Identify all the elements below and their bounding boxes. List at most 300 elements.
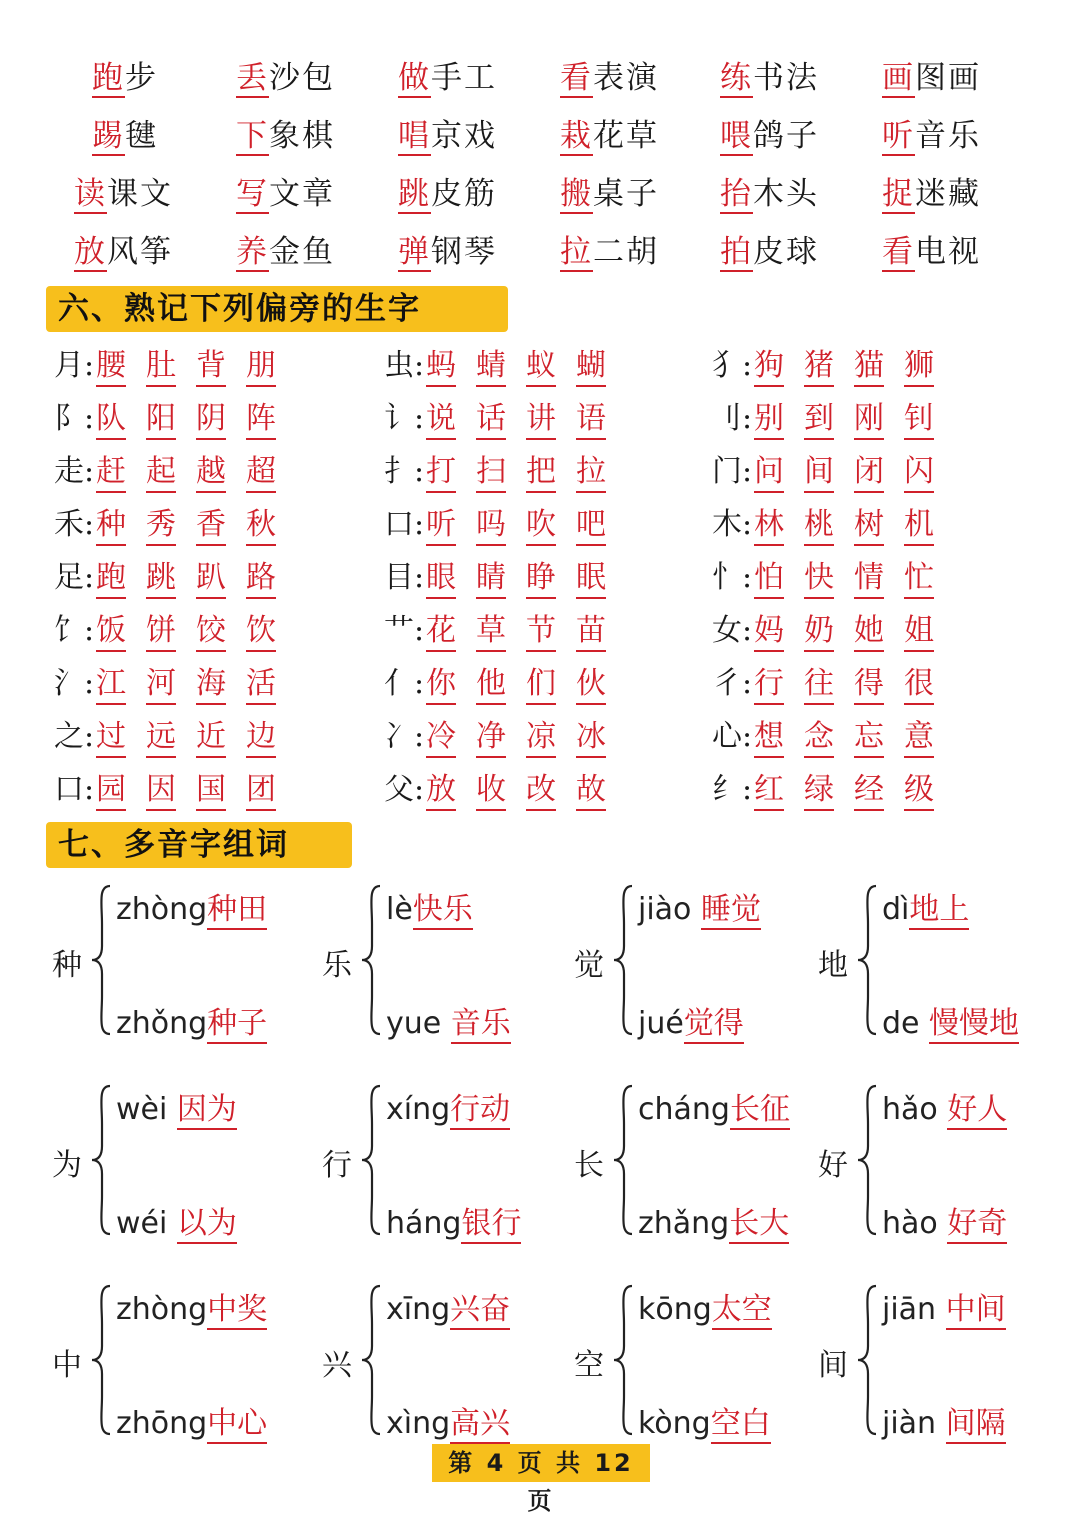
phrase-verb: 看 bbox=[882, 234, 915, 270]
polyphone-group bbox=[322, 880, 582, 1040]
phrase-object: 皮筋 bbox=[431, 176, 497, 212]
radical-char: 河 bbox=[146, 658, 176, 705]
example-word: 行动 bbox=[450, 1092, 510, 1130]
radical-row bbox=[0, 552, 1080, 605]
radical-label: 之 bbox=[54, 719, 84, 754]
polyphone-group bbox=[52, 1280, 312, 1440]
pinyin: de bbox=[882, 1006, 930, 1041]
phrase-object: 迷藏 bbox=[915, 176, 981, 212]
phrase-item bbox=[882, 168, 981, 213]
phrase-item bbox=[74, 168, 173, 213]
example-word: 音乐 bbox=[451, 1006, 511, 1044]
phrase-verb: 练 bbox=[720, 60, 753, 96]
curly-brace-icon bbox=[88, 1284, 116, 1436]
section-6-header: 六、熟记下列偏旁的生字 bbox=[46, 286, 508, 332]
polyphone-reading-bot bbox=[116, 1198, 237, 1242]
phrase-item bbox=[882, 226, 981, 271]
radical-char: 机 bbox=[904, 499, 934, 546]
radical-char: 过 bbox=[96, 711, 126, 758]
radical-char: 眼 bbox=[426, 552, 456, 599]
example-word: 太空 bbox=[712, 1292, 772, 1330]
radical-char: 忘 bbox=[854, 711, 884, 758]
phrase-item bbox=[398, 168, 497, 213]
radical-char: 阴 bbox=[196, 393, 226, 440]
radical-row bbox=[0, 499, 1080, 552]
radical-char: 睁 bbox=[526, 552, 556, 599]
phrase-verb: 画 bbox=[882, 60, 915, 96]
phrase-verb: 栽 bbox=[560, 118, 593, 154]
polyphone-group bbox=[52, 880, 312, 1040]
radical-char: 闪 bbox=[904, 446, 934, 493]
radical-char: 远 bbox=[146, 711, 176, 758]
polyphone-reading-bot bbox=[386, 1398, 510, 1442]
radical-char: 打 bbox=[426, 446, 456, 493]
radical-group bbox=[710, 552, 954, 599]
phrase-verb: 弹 bbox=[398, 234, 431, 270]
radical-char: 阵 bbox=[246, 393, 276, 440]
phrase-item bbox=[560, 226, 659, 271]
pinyin: zhǒng bbox=[116, 1006, 208, 1041]
phrase-row bbox=[0, 110, 1080, 168]
radical-colon: : bbox=[84, 560, 95, 595]
curly-brace-icon bbox=[358, 884, 386, 1036]
polyphone-char: 兴 bbox=[322, 1348, 352, 1383]
radical-char: 奶 bbox=[804, 605, 834, 652]
radical-group bbox=[52, 446, 296, 493]
radical-char: 蚁 bbox=[526, 340, 556, 387]
radical-char: 收 bbox=[476, 764, 506, 811]
radical-char: 海 bbox=[196, 658, 226, 705]
phrase-object: 表演 bbox=[593, 60, 659, 96]
polyphone-reading-top bbox=[882, 1284, 1006, 1328]
radical-char: 吧 bbox=[576, 499, 606, 546]
phrase-object: 钢琴 bbox=[431, 234, 497, 270]
radical-group bbox=[52, 605, 296, 652]
polyphone-reading-bot bbox=[638, 1398, 771, 1442]
radical-label: 氵 bbox=[54, 666, 84, 701]
radical-row bbox=[0, 658, 1080, 711]
phrase-object: 金鱼 bbox=[269, 234, 335, 270]
radical-char: 园 bbox=[96, 764, 126, 811]
radical-label: 亻 bbox=[384, 666, 414, 701]
radical-char: 队 bbox=[96, 393, 126, 440]
radical-char: 凉 bbox=[526, 711, 556, 758]
phrase-item bbox=[236, 168, 335, 213]
radical-label: 门 bbox=[712, 454, 742, 489]
radical-char: 秋 bbox=[246, 499, 276, 546]
curly-brace-icon bbox=[88, 884, 116, 1036]
radical-char: 忙 bbox=[904, 552, 934, 599]
radical-label: 彳 bbox=[712, 666, 742, 701]
polyphone-reading-top bbox=[116, 1284, 267, 1328]
radical-char: 间 bbox=[804, 446, 834, 493]
polyphone-group bbox=[322, 1080, 582, 1240]
radical-char: 快 bbox=[804, 552, 834, 599]
phrase-item bbox=[74, 226, 173, 271]
example-word: 快乐 bbox=[413, 892, 473, 930]
example-word: 因为 bbox=[177, 1092, 237, 1130]
phrase-verb: 搬 bbox=[560, 176, 593, 212]
radical-char: 林 bbox=[754, 499, 784, 546]
polyphone-char: 乐 bbox=[322, 948, 352, 983]
radical-colon: : bbox=[742, 401, 753, 436]
radical-char: 蜻 bbox=[476, 340, 506, 387]
radical-row bbox=[0, 764, 1080, 817]
radical-label: 扌 bbox=[384, 454, 414, 489]
radical-char: 国 bbox=[196, 764, 226, 811]
radical-group bbox=[382, 658, 626, 705]
radical-char: 桃 bbox=[804, 499, 834, 546]
radical-char: 吗 bbox=[476, 499, 506, 546]
radical-char: 听 bbox=[426, 499, 456, 546]
phrase-verb: 抬 bbox=[720, 176, 753, 212]
radical-label: 女 bbox=[712, 613, 742, 648]
phrase-verb: 捉 bbox=[882, 176, 915, 212]
example-word: 睡觉 bbox=[701, 892, 761, 930]
radical-char: 草 bbox=[476, 605, 506, 652]
pinyin: xíng bbox=[386, 1092, 451, 1127]
phrase-item bbox=[720, 52, 819, 97]
example-word: 银行 bbox=[461, 1206, 521, 1244]
radical-table bbox=[0, 340, 1080, 817]
example-word: 长大 bbox=[729, 1206, 789, 1244]
radical-colon: : bbox=[84, 348, 95, 383]
radical-char: 话 bbox=[476, 393, 506, 440]
example-word: 好奇 bbox=[947, 1206, 1007, 1244]
radical-colon: : bbox=[84, 666, 95, 701]
radical-label: 足 bbox=[54, 560, 84, 595]
phrase-verb: 听 bbox=[882, 118, 915, 154]
radical-group bbox=[382, 605, 626, 652]
radical-char: 级 bbox=[904, 764, 934, 811]
radical-char: 阳 bbox=[146, 393, 176, 440]
radical-label: 讠 bbox=[384, 401, 414, 436]
radical-char: 妈 bbox=[754, 605, 784, 652]
phrase-object: 鸽子 bbox=[753, 118, 819, 154]
polyphone-reading-bot bbox=[882, 1398, 1006, 1442]
curly-brace-icon bbox=[358, 1284, 386, 1436]
radical-colon: : bbox=[84, 772, 95, 807]
radical-colon: : bbox=[84, 454, 95, 489]
example-word: 地上 bbox=[909, 892, 969, 930]
radical-char: 背 bbox=[196, 340, 226, 387]
radical-char: 团 bbox=[246, 764, 276, 811]
polyphone-reading-top bbox=[386, 1084, 510, 1128]
phrase-item bbox=[882, 52, 981, 97]
radical-colon: : bbox=[84, 613, 95, 648]
phrase-verb: 读 bbox=[74, 176, 107, 212]
radical-char: 路 bbox=[246, 552, 276, 599]
pinyin: zhòng bbox=[116, 892, 208, 927]
curly-brace-icon bbox=[358, 1084, 386, 1236]
radical-colon: : bbox=[414, 772, 425, 807]
radical-char: 扫 bbox=[476, 446, 506, 493]
example-word: 慢慢地 bbox=[929, 1006, 1019, 1044]
radical-char: 冷 bbox=[426, 711, 456, 758]
radical-char: 别 bbox=[754, 393, 784, 440]
radical-colon: : bbox=[414, 613, 425, 648]
phrase-row bbox=[0, 226, 1080, 284]
polyphone-reading-top bbox=[116, 884, 267, 928]
radical-group bbox=[52, 499, 296, 546]
pinyin: hǎo bbox=[882, 1092, 948, 1127]
example-word: 中间 bbox=[946, 1292, 1006, 1330]
polyphone-group bbox=[322, 1280, 582, 1440]
radical-group bbox=[382, 446, 626, 493]
polyphone-char: 中 bbox=[52, 1348, 82, 1383]
curly-brace-icon bbox=[610, 884, 638, 1036]
pinyin: jiàn bbox=[882, 1406, 946, 1441]
radical-group bbox=[382, 711, 626, 758]
phrase-item bbox=[398, 226, 497, 271]
radical-char: 念 bbox=[804, 711, 834, 758]
radical-colon: : bbox=[742, 719, 753, 754]
phrase-verb: 踢 bbox=[92, 118, 125, 154]
phrase-verb: 做 bbox=[398, 60, 431, 96]
radical-colon: : bbox=[84, 507, 95, 542]
radical-char: 饭 bbox=[96, 605, 126, 652]
radical-group bbox=[710, 658, 954, 705]
polyphone-reading-bot bbox=[882, 1198, 1007, 1242]
radical-char: 朋 bbox=[246, 340, 276, 387]
radical-label: 虫 bbox=[384, 348, 414, 383]
radical-char: 近 bbox=[196, 711, 226, 758]
radical-char: 往 bbox=[804, 658, 834, 705]
polyphone-group bbox=[818, 1280, 1078, 1440]
radical-colon: : bbox=[414, 507, 425, 542]
radical-char: 猫 bbox=[854, 340, 884, 387]
radical-colon: : bbox=[414, 719, 425, 754]
pinyin: cháng bbox=[638, 1092, 730, 1127]
radical-char: 他 bbox=[476, 658, 506, 705]
radical-group bbox=[52, 764, 296, 811]
radical-char: 刚 bbox=[854, 393, 884, 440]
phrase-row bbox=[0, 52, 1080, 110]
phrase-item bbox=[398, 52, 497, 97]
radical-colon: : bbox=[742, 454, 753, 489]
phrase-object: 皮球 bbox=[753, 234, 819, 270]
phrase-item bbox=[560, 168, 659, 213]
radical-colon: : bbox=[84, 401, 95, 436]
phrase-object: 风筝 bbox=[107, 234, 173, 270]
radical-char: 起 bbox=[146, 446, 176, 493]
example-word: 种田 bbox=[207, 892, 267, 930]
phrase-item bbox=[720, 110, 819, 155]
pinyin: wéi bbox=[116, 1206, 177, 1241]
radical-label: 饣 bbox=[54, 613, 84, 648]
radical-group bbox=[52, 711, 296, 758]
radical-char: 因 bbox=[146, 764, 176, 811]
polyphone-group bbox=[818, 880, 1078, 1040]
phrase-verb: 喂 bbox=[720, 118, 753, 154]
radical-char: 节 bbox=[526, 605, 556, 652]
radical-char: 睛 bbox=[476, 552, 506, 599]
curly-brace-icon bbox=[854, 1084, 882, 1236]
radical-char: 钊 bbox=[904, 393, 934, 440]
radical-group bbox=[710, 499, 954, 546]
radical-char: 到 bbox=[804, 393, 834, 440]
phrase-verb: 养 bbox=[236, 234, 269, 270]
polyphone-reading-top bbox=[638, 1084, 790, 1128]
polyphone-char: 长 bbox=[574, 1148, 604, 1183]
radical-char: 意 bbox=[904, 711, 934, 758]
radical-group bbox=[710, 446, 954, 493]
radical-char: 狮 bbox=[904, 340, 934, 387]
phrase-object: 手工 bbox=[431, 60, 497, 96]
pinyin: dì bbox=[882, 892, 910, 927]
radical-char: 讲 bbox=[526, 393, 556, 440]
radical-char: 超 bbox=[246, 446, 276, 493]
example-word: 以为 bbox=[177, 1206, 237, 1244]
polyphone-reading-bot bbox=[386, 1198, 521, 1242]
polyphone-char: 好 bbox=[818, 1148, 848, 1183]
example-word: 空白 bbox=[711, 1406, 771, 1444]
phrase-object: 木头 bbox=[753, 176, 819, 212]
radical-char: 问 bbox=[754, 446, 784, 493]
polyphone-char: 为 bbox=[52, 1148, 82, 1183]
pinyin: kòng bbox=[638, 1406, 711, 1441]
curly-brace-icon bbox=[610, 1084, 638, 1236]
polyphone-group bbox=[574, 880, 834, 1040]
radical-group bbox=[382, 764, 626, 811]
radical-label: 刂 bbox=[712, 401, 742, 436]
phrase-item bbox=[720, 226, 819, 271]
radical-group bbox=[710, 605, 954, 652]
radical-char: 故 bbox=[576, 764, 606, 811]
pinyin: jiào bbox=[638, 892, 701, 927]
radical-label: 犭 bbox=[712, 348, 742, 383]
pinyin: hào bbox=[882, 1206, 948, 1241]
radical-group bbox=[52, 340, 296, 387]
phrase-item bbox=[882, 110, 981, 155]
pinyin: xīng bbox=[386, 1292, 451, 1327]
radical-char: 行 bbox=[754, 658, 784, 705]
curly-brace-icon bbox=[854, 1284, 882, 1436]
phrase-verb: 写 bbox=[236, 176, 269, 212]
radical-char: 越 bbox=[196, 446, 226, 493]
polyphone-group bbox=[574, 1080, 834, 1240]
radical-char: 把 bbox=[526, 446, 556, 493]
radical-char: 放 bbox=[426, 764, 456, 811]
pinyin: zhōng bbox=[116, 1406, 208, 1441]
radical-colon: : bbox=[742, 348, 753, 383]
phrase-item bbox=[92, 110, 158, 155]
radical-char: 江 bbox=[96, 658, 126, 705]
pinyin: xìng bbox=[386, 1406, 451, 1441]
radical-char: 趴 bbox=[196, 552, 226, 599]
radical-colon: : bbox=[414, 348, 425, 383]
radical-label: 口 bbox=[54, 772, 84, 807]
radical-char: 很 bbox=[904, 658, 934, 705]
radical-char: 香 bbox=[196, 499, 226, 546]
radical-colon: : bbox=[84, 719, 95, 754]
radical-colon: : bbox=[742, 666, 753, 701]
example-word: 高兴 bbox=[450, 1406, 510, 1444]
radical-char: 饮 bbox=[246, 605, 276, 652]
polyphone-group bbox=[574, 1280, 834, 1440]
radical-label: 心 bbox=[712, 719, 742, 754]
radical-label: 忄 bbox=[712, 560, 742, 595]
phrase-object: 图画 bbox=[915, 60, 981, 96]
radical-group bbox=[52, 393, 296, 440]
polyphone-char: 间 bbox=[818, 1348, 848, 1383]
example-word: 长征 bbox=[730, 1092, 790, 1130]
radical-char: 活 bbox=[246, 658, 276, 705]
phrase-verb: 丢 bbox=[236, 60, 269, 96]
radical-char: 闭 bbox=[854, 446, 884, 493]
radical-colon: : bbox=[414, 401, 425, 436]
polyphone-reading-bot bbox=[386, 998, 511, 1042]
phrase-object: 文章 bbox=[269, 176, 335, 212]
radical-char: 蝴 bbox=[576, 340, 606, 387]
polyphone-reading-top bbox=[882, 884, 969, 928]
example-word: 间隔 bbox=[946, 1406, 1006, 1444]
radical-label: 父 bbox=[384, 772, 414, 807]
example-word: 种子 bbox=[207, 1006, 267, 1044]
pinyin: kōng bbox=[638, 1292, 712, 1327]
radical-row bbox=[0, 605, 1080, 658]
radical-char: 红 bbox=[754, 764, 784, 811]
radical-char: 姐 bbox=[904, 605, 934, 652]
phrase-object: 花草 bbox=[593, 118, 659, 154]
polyphone-reading-top bbox=[116, 1084, 237, 1128]
polyphone-reading-bot bbox=[116, 998, 267, 1042]
page-footer: 第 4 页 共 12 页 bbox=[432, 1444, 650, 1482]
radical-char: 冰 bbox=[576, 711, 606, 758]
radical-label: 月 bbox=[54, 348, 84, 383]
radical-group bbox=[382, 499, 626, 546]
phrase-grid bbox=[0, 52, 1080, 284]
polyphone-char: 行 bbox=[322, 1148, 352, 1183]
radical-char: 狗 bbox=[754, 340, 784, 387]
phrase-verb: 跑 bbox=[92, 60, 125, 96]
curly-brace-icon bbox=[854, 884, 882, 1036]
radical-group bbox=[382, 340, 626, 387]
radical-row bbox=[0, 446, 1080, 499]
pinyin: lè bbox=[386, 892, 413, 927]
phrase-verb: 放 bbox=[74, 234, 107, 270]
polyphone-char: 觉 bbox=[574, 948, 604, 983]
radical-label: 禾 bbox=[54, 507, 84, 542]
radical-char: 饼 bbox=[146, 605, 176, 652]
radical-group bbox=[710, 764, 954, 811]
polyphone-reading-top bbox=[638, 884, 761, 928]
radical-char: 树 bbox=[854, 499, 884, 546]
phrase-verb: 跳 bbox=[398, 176, 431, 212]
phrase-item bbox=[236, 110, 335, 155]
radical-label: 冫 bbox=[384, 719, 414, 754]
radical-char: 赶 bbox=[96, 446, 126, 493]
radical-group bbox=[710, 393, 954, 440]
radical-char: 怕 bbox=[754, 552, 784, 599]
radical-char: 得 bbox=[854, 658, 884, 705]
radical-label: 目 bbox=[384, 560, 414, 595]
radical-label: 纟 bbox=[712, 772, 742, 807]
radical-char: 肚 bbox=[146, 340, 176, 387]
phrase-verb: 唱 bbox=[398, 118, 431, 154]
radical-char: 拉 bbox=[576, 446, 606, 493]
radical-char: 苗 bbox=[576, 605, 606, 652]
radical-char: 腰 bbox=[96, 340, 126, 387]
radical-char: 语 bbox=[576, 393, 606, 440]
radical-char: 吹 bbox=[526, 499, 556, 546]
radical-char: 蚂 bbox=[426, 340, 456, 387]
radical-char: 花 bbox=[426, 605, 456, 652]
pinyin: jué bbox=[638, 1006, 684, 1041]
phrase-object: 音乐 bbox=[915, 118, 981, 154]
radical-colon: : bbox=[742, 560, 753, 595]
phrase-object: 毽 bbox=[125, 118, 158, 154]
